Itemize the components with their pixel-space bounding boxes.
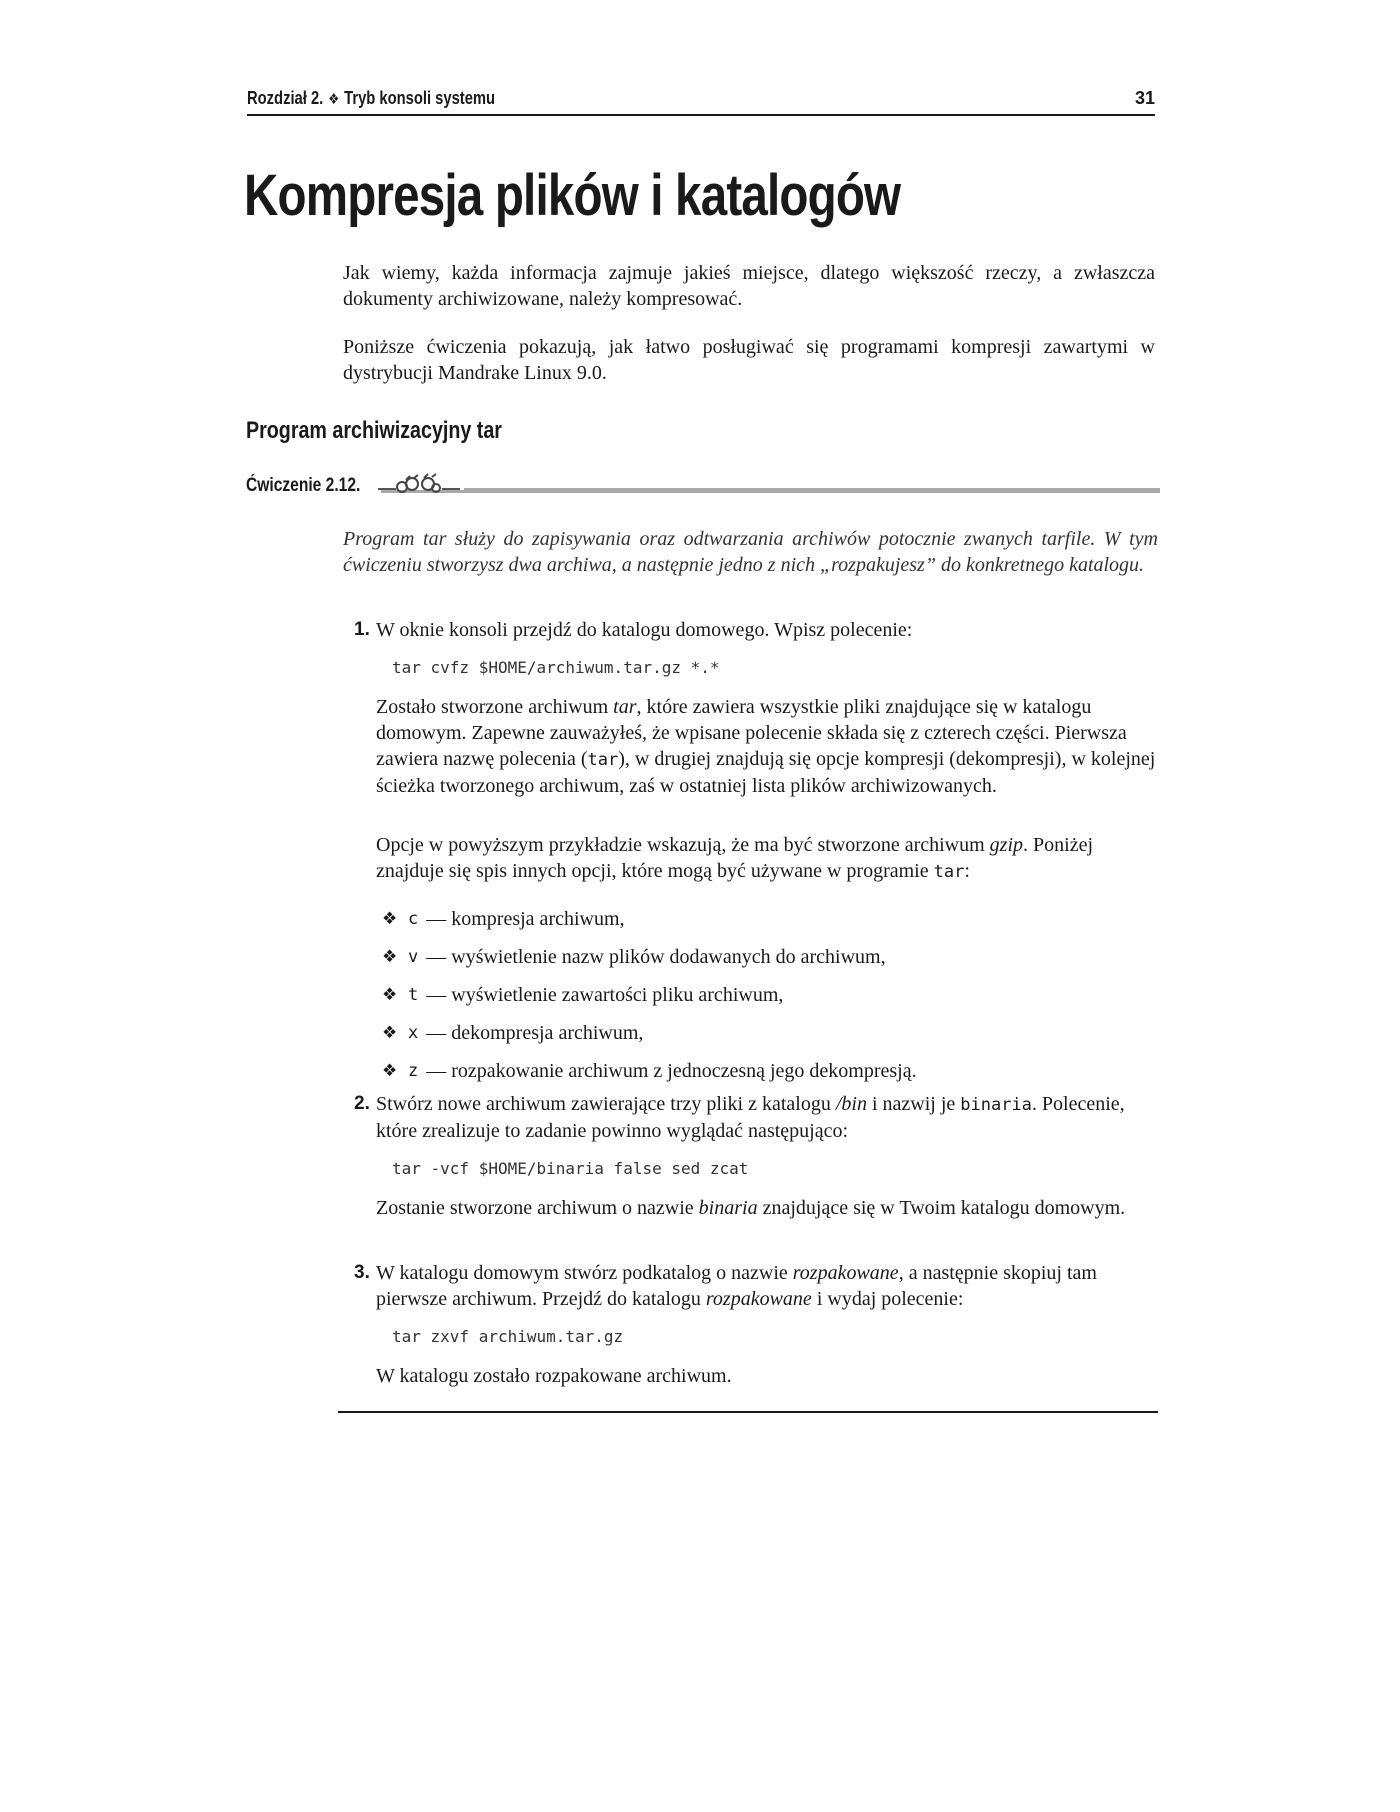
diamond-bullet-icon: ❖ xyxy=(328,90,340,108)
list-item: ❖ t — wyświetlenie zawartości pliku archiwum, xyxy=(382,983,784,1006)
list-item: ❖ x — dekompresja archiwum, xyxy=(382,1021,644,1044)
step-number: 1. xyxy=(354,619,370,640)
step-1-options-intro: Opcje w powyższym przykładzie wskazują, że ma być stworzone archiwum gzip. Poniżej znajduje się spis innych opcji, które mogą być używane w programie tar: xyxy=(376,834,1094,882)
step-1-explanation: Zostało stworzone archiwum tar, które zawiera wszystkie pliki znajdujące się w katalogu domowym. Zapewne zauważyłeś, że wpisane polecenie składa się z czterech części. Pierwsza zawiera nazwę polecenia (tar), w drugiej znajdują się opcje kompresji (dekompresji), w kolejnej ścieżka tworzonego archiwum, zaś w ostatniej lista plików archiwizowanych. xyxy=(376,696,1156,797)
step-3-explanation: W katalogu zostało rozpakowane archiwum. xyxy=(376,1365,732,1387)
exercise-header xyxy=(246,472,1160,500)
exercise-ornament-icon xyxy=(374,472,464,498)
step-text: W katalogu domowym stwórz podkatalog o nazwie rozpakowane, a następnie skopiuj tam pierwsze archiwum. Przejdź do katalogu rozpakowane i wydaj polecenie: xyxy=(376,1262,1097,1310)
diamond-bullet-icon: ❖ xyxy=(382,909,398,928)
tar-options-list xyxy=(382,900,917,1090)
diamond-bullet-icon: ❖ xyxy=(382,985,398,1004)
diamond-bullet-icon: ❖ xyxy=(382,1023,398,1042)
exercise-end-rule xyxy=(338,1411,1158,1413)
diamond-bullet-icon: ❖ xyxy=(382,947,398,966)
list-item: ❖ v — wyświetlenie nazw plików dodawanych do archiwum, xyxy=(382,945,886,968)
page-title: Kompresja plików i katalogów xyxy=(244,163,901,228)
exercise-label: Ćwiczenie 2.12. xyxy=(246,475,361,496)
chapter-name: Tryb konsoli systemu xyxy=(344,88,496,108)
code-line-3: tar zxvf archiwum.tar.gz xyxy=(392,1327,624,1346)
page-number: 31 xyxy=(1134,88,1155,108)
diamond-bullet-icon: ❖ xyxy=(382,1061,398,1080)
exercise-rule xyxy=(381,488,1160,493)
list-item: ❖ z — rozpakowanie archiwum z jednoczesną jego dekompresją. xyxy=(382,1059,917,1082)
code-line-2: tar -vcf $HOME/binaria false sed zcat xyxy=(392,1159,749,1178)
step-text: Stwórz nowe archiwum zawierające trzy pliki z katalogu /bin i nazwij je binaria. Polecenie, które zrealizuje to zadanie powinno wyglądać następująco: xyxy=(376,1093,1125,1142)
step-2-explanation: Zostanie stworzone archiwum o nazwie binaria znajdujące się w Twoim katalogu domowym. xyxy=(376,1197,1126,1219)
step-number: 2. xyxy=(354,1093,370,1114)
step-text: W oknie konsoli przejdź do katalogu domowego. Wpisz polecenie: xyxy=(376,619,913,641)
intro-paragraph-1: Jak wiemy, każda informacja zajmuje jakieś miejsce, dlatego większość rzeczy, a zwłaszcza dokumenty archiwizowane, należy kompresować. xyxy=(343,262,1155,310)
list-item: ❖ c — kompresja archiwum, xyxy=(382,907,625,930)
running-header xyxy=(247,86,1155,116)
section-title: Program archiwizacyjny tar xyxy=(246,417,502,444)
chapter-number: Rozdział 2. xyxy=(247,88,324,108)
exercise-intro: Program tar służy do zapisywania oraz odtwarzania archiwów potocznie zwanych tarfile. W tym ćwiczeniu stworzysz dwa archiwa, a następnie jedno z nich „rozpakujesz” do konkretnego katalogu. xyxy=(343,528,1158,576)
intro-paragraph-2: Poniższe ćwiczenia pokazują, jak łatwo posługiwać się programami kompresji zawartymi w dystrybucji Mandrake Linux 9.0. xyxy=(343,336,1155,384)
code-line-1: tar cvfz $HOME/archiwum.tar.gz *.* xyxy=(392,658,720,677)
step-number: 3. xyxy=(354,1262,370,1283)
